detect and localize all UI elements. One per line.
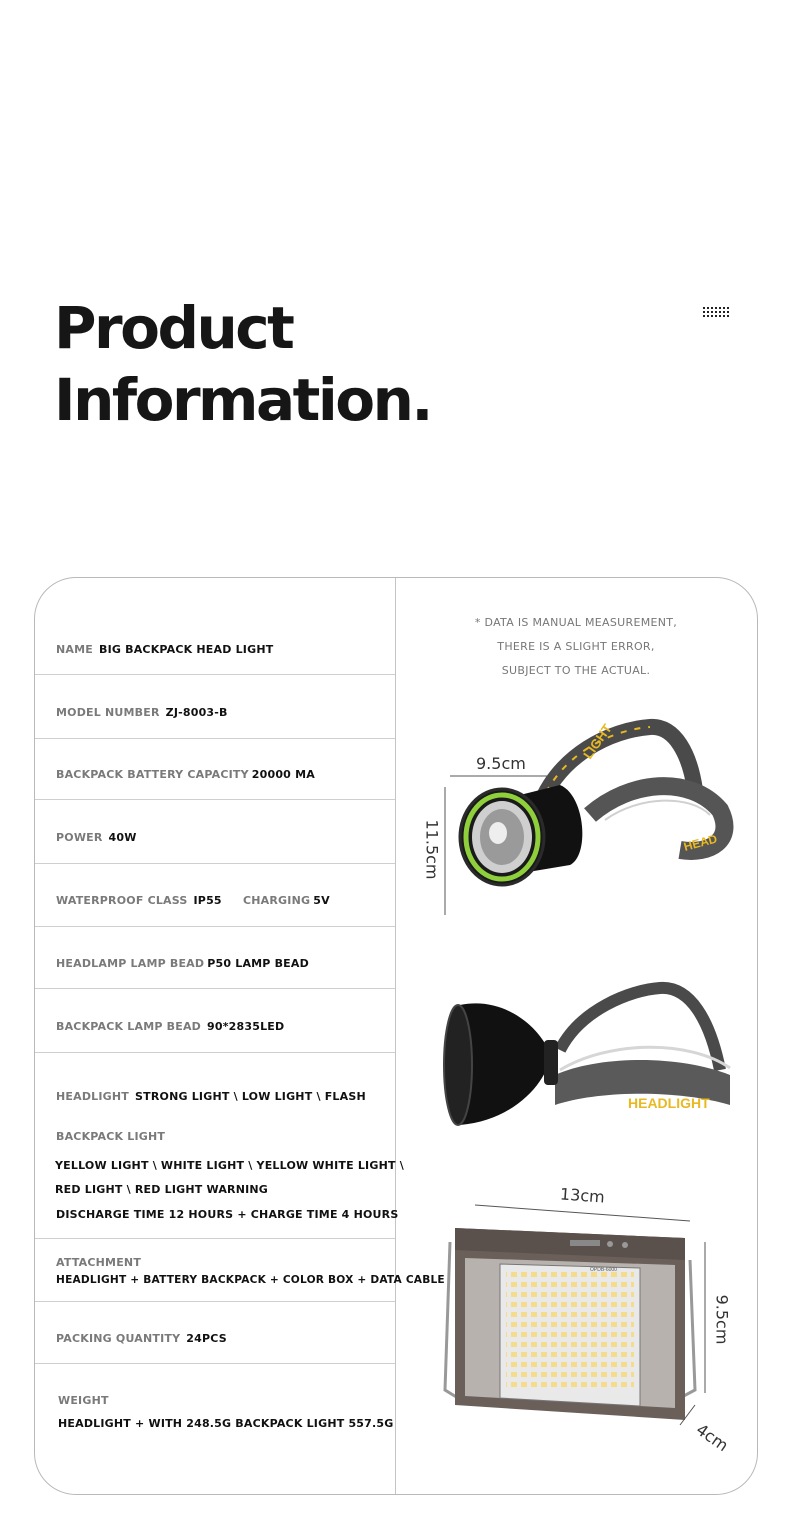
dimension-backpack-height: 9.5cm xyxy=(712,1294,732,1345)
spec-value: IP55 xyxy=(193,894,222,907)
page-title-line2: Information. xyxy=(54,366,431,434)
spec-value: HEADLIGHT + BATTERY BACKPACK + COLOR BOX + DATA CABLE xyxy=(56,1274,445,1286)
spec-label: WATERPROOF CLASS xyxy=(56,894,188,907)
strap-text-top: LIGHT xyxy=(580,721,615,762)
spec-value: BIG BACKPACK HEAD LIGHT xyxy=(98,643,274,656)
spec-value: 90*2835LED xyxy=(207,1020,285,1033)
note-line: THERE IS A SLIGHT ERROR, xyxy=(497,640,655,653)
spec-label: MODEL NUMBER xyxy=(56,706,160,719)
strap-text-side: HEAD xyxy=(682,831,719,854)
dimension-headlamp-width: 9.5cm xyxy=(476,754,526,773)
spec-label: BACKPACK LIGHT xyxy=(56,1130,166,1143)
spec-label: PACKING QUANTITY xyxy=(56,1332,181,1345)
dimension-backpack-width: 13cm xyxy=(559,1184,606,1207)
spec-label: ATTACHMENT xyxy=(56,1256,142,1269)
spec-value: 24PCS xyxy=(186,1332,227,1345)
spec-value: STRONG LIGHT \ LOW LIGHT \ FLASH xyxy=(135,1090,366,1103)
spec-value: 5V xyxy=(313,894,330,907)
spec-label: POWER xyxy=(56,831,103,844)
page-title-line1: Product xyxy=(54,294,293,362)
spec-label: HEADLAMP LAMP BEAD xyxy=(56,957,205,970)
spec-value: P50 LAMP BEAD xyxy=(207,957,309,970)
spec-label: BACKPACK BATTERY CAPACITY xyxy=(56,768,249,781)
dimension-backpack-depth: 4cm xyxy=(692,1419,732,1456)
spec-value: 40W xyxy=(108,831,137,844)
note-line: * DATA IS MANUAL MEASUREMENT, xyxy=(474,616,678,629)
spec-value: RED LIGHT \ RED LIGHT WARNING xyxy=(55,1183,269,1196)
spec-label: WEIGHT xyxy=(58,1394,109,1407)
spec-label: HEADLIGHT xyxy=(56,1090,130,1103)
spec-label: BACKPACK LAMP BEAD xyxy=(56,1020,201,1033)
spec-value: 20000 MA xyxy=(251,768,315,781)
device-label: OPDB-6000 xyxy=(590,1267,617,1273)
spec-label: NAME xyxy=(56,643,93,656)
spec-label: CHARGING xyxy=(243,894,311,907)
strap-text-front: HEADLIGHT xyxy=(628,1095,710,1111)
spec-value: YELLOW LIGHT \ WHITE LIGHT \ YELLOW WHITE LIGHT \ xyxy=(55,1159,404,1172)
spec-value: DISCHARGE TIME 12 HOURS + CHARGE TIME 4 HOURS xyxy=(56,1208,399,1221)
spec-value: ZJ-8003-B xyxy=(165,706,228,719)
note-line: SUBJECT TO THE ACTUAL. xyxy=(501,664,651,677)
dimension-headlamp-height: 11.5cm xyxy=(422,819,442,880)
spec-value: HEADLIGHT + WITH 248.5G BACKPACK LIGHT 557.5G xyxy=(58,1417,394,1430)
